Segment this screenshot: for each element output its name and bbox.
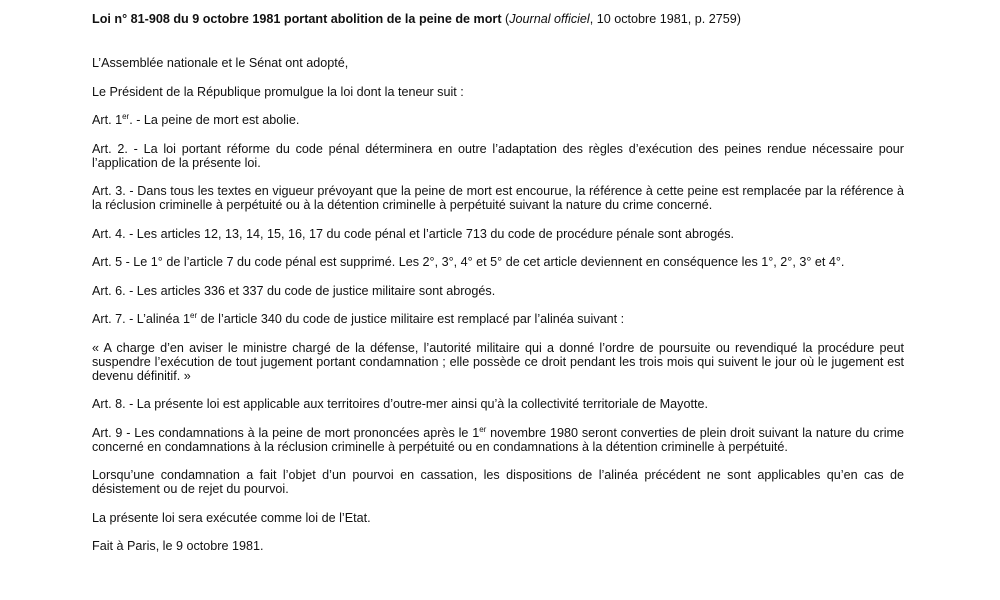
article-7 bbox=[92, 312, 904, 326]
article-9-sup: er bbox=[479, 424, 487, 434]
article-1-sup: er bbox=[122, 112, 130, 121]
source-details: , 10 octobre 1981, p. 2759) bbox=[589, 12, 741, 26]
source-journal: Journal officiel bbox=[509, 12, 590, 26]
article-7-text: de l’article 340 du code de justice militaire est remplacé par l’alinéa suivant : bbox=[197, 312, 625, 326]
article-6: Art. 6. - Les articles 336 et 337 du code de justice militaire sont abrogés. bbox=[92, 283, 496, 298]
article-9 bbox=[92, 426, 904, 454]
intro-paragraph: L’Assemblée nationale et le Sénat ont adopté, bbox=[92, 56, 349, 70]
article-7-quote: « A charge d’en aviser le ministre chargé de la défense, l’autorité militaire qui a donné l’ordre de poursuite ou revendiqué la procédure peut suspendre l’exécution de tout jugement portant condamnation ; elle possède ce droit pendant les trois mois qui suivent le jour où le jugement est devenu définitif. » bbox=[92, 340, 904, 383]
cassation-paragraph: Lorsqu’une condamnation a fait l’objet d’un pourvoi en cassation, les dispositions de l’alinéa précédent ne sont applicables qu’en cas de désistement ou de rejet du pourvoi. bbox=[92, 468, 904, 496]
article-4: Art. 4. - Les articles 12, 13, 14, 15, 16, 17 du code pénal et l’article 713 du code de procédure pénale sont abrogés. bbox=[92, 226, 735, 241]
promulgation-paragraph: Le Président de la République promulgue la loi dont la teneur suit : bbox=[92, 84, 464, 99]
execution-paragraph: La présente loi sera exécutée comme loi de l’Etat. bbox=[92, 510, 371, 525]
article-8: Art. 8. - La présente loi est applicable aux territoires d’outre-mer ainsi qu’à la collectivité territoriale de Mayotte. bbox=[92, 397, 708, 411]
article-7-lead: Art. 7. - L’alinéa 1 bbox=[92, 312, 191, 326]
title-bold: Loi n° 81-908 du 9 octobre 1981 portant abolition de la peine de mort bbox=[92, 12, 502, 26]
document-title bbox=[92, 12, 904, 27]
article-9-lead: Art. 9 - Les condamnations à la peine de mort prononcées après le 1 bbox=[92, 425, 480, 440]
article-1-text: . - La peine de mort est abolie. bbox=[129, 113, 300, 127]
article-9-text: novembre 1980 seront converties de plein droit suivant la nature du crime concerné en condamnations à la réclusion criminelle à perpétuité ou en condamnations à la détention criminelle à perpétuité. bbox=[92, 425, 904, 454]
article-3: Art. 3. - Dans tous les textes en vigueur prévoyant que la peine de mort est encourue, la référence à cette peine est remplacée par la référence à la réclusion criminelle à perpétuité ou à la détention criminelle à perpétuité suivant la nature du crime concerné. bbox=[92, 184, 904, 212]
article-2: Art. 2. - La loi portant réforme du code pénal déterminera en outre l’adaptation des règles d’exécution des peines rendue nécessaire pour l’application de la présente loi. bbox=[92, 141, 904, 170]
law-document bbox=[92, 12, 904, 568]
article-7-sup: er bbox=[190, 311, 198, 320]
source-open: ( bbox=[505, 12, 510, 26]
signature-line: Fait à Paris, le 9 octobre 1981. bbox=[92, 539, 264, 553]
article-1-lead: Art. 1 bbox=[92, 113, 123, 127]
article-1 bbox=[92, 113, 904, 127]
article-5: Art. 5 - Le 1° de l’article 7 du code pénal est supprimé. Les 2°, 3°, 4° et 5° de cet article deviennent en conséquence les 1°, 2°, 3° et 4°. bbox=[92, 255, 845, 269]
